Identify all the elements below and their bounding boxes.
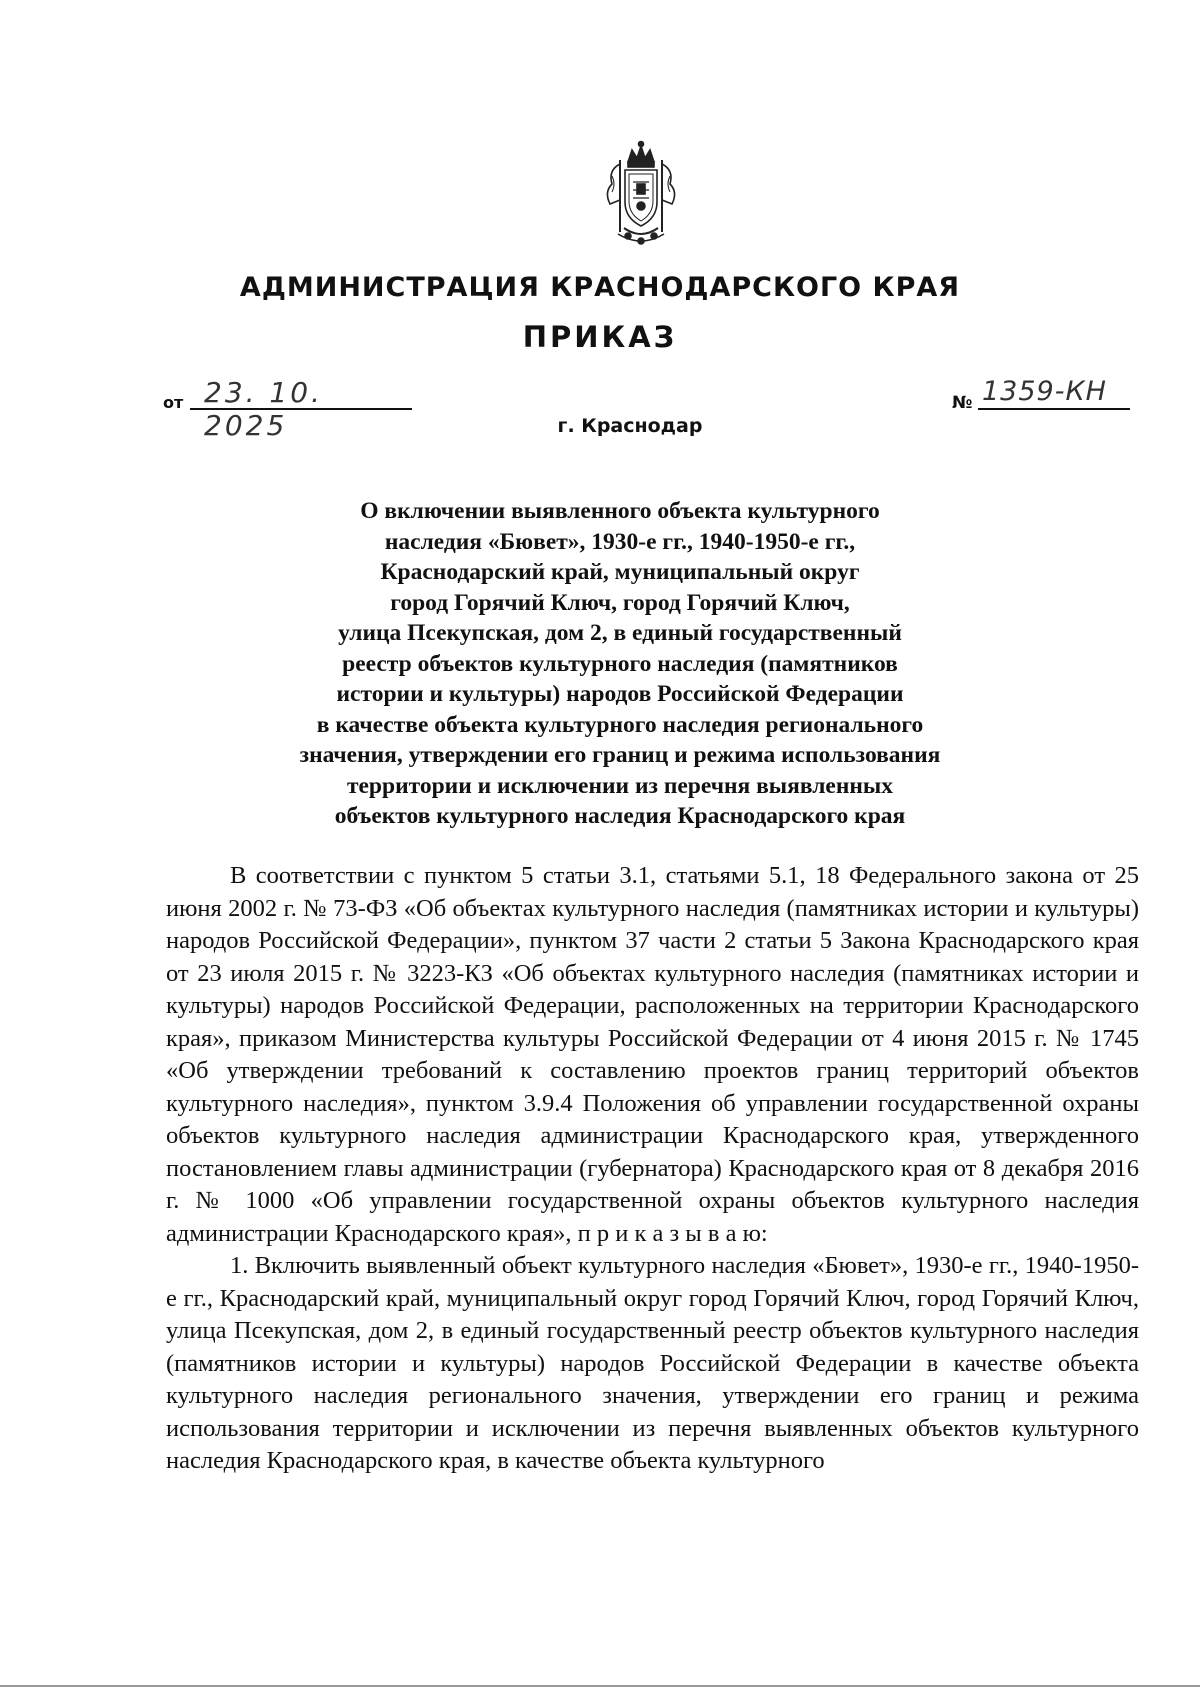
number-value: 1359-КН xyxy=(978,376,1130,410)
subject-line: О включении выявленного объекта культурного xyxy=(360,498,880,524)
number-label: № xyxy=(952,393,973,413)
city: г. Краснодар xyxy=(557,415,703,437)
subject-line: Краснодарский край, муниципальный округ xyxy=(380,559,860,585)
organization-title: АДМИНИСТРАЦИЯ КРАСНОДАРСКОГО КРАЯ xyxy=(239,272,961,303)
preamble-paragraph: В соответствии с пунктом 5 статьи 3.1, статьями 5.1, 18 Федерального закона от 25 июня 2002 г. № 73-ФЗ «Об объектах культурного наследия (памятниках истории и культуры) народов Российской Федерации», пунктом 37 части 2 статьи 5 Закона Краснодарского края от 23 июля 2015 г. № 3223-КЗ «Об объектах культурного наследия (памятниках истории и культуры) народов Российской Федерации, расположенных на территории Краснодарского края», приказом Министерства культуры Российской Федерации от 4 июня 2015 г. № 1745 «Об утверждении требований к составлению проектов границ территорий объектов культурного наследия», пунктом 3.9.4 Положения об управлении государственной охраны объектов культурного наследия администрации Краснодарского края, утвержденного постановлением главы администрации (губернатора) Краснодарского края от 8 декабря 2016 г. № 1000 «Об управлении государственной охраны объектов культурного наследия администрации Краснодарского края», п р и к а з ы в а ю: xyxy=(166,862,1139,1247)
order-subject xyxy=(200,496,1040,832)
subject-line: улица Псекупская, дом 2, в единый государственный xyxy=(338,620,902,646)
date-value: 23. 10. 2025 xyxy=(190,376,412,410)
subject-line: город Горячий Ключ, город Горячий Ключ, xyxy=(390,589,850,616)
subject-line: объектов культурного наследия Краснодарского края xyxy=(334,803,906,829)
coat-of-arms-icon xyxy=(598,140,684,250)
page-bottom-edge xyxy=(0,1685,1200,1687)
subject-line: реестр объектов культурного наследия (памятников xyxy=(342,650,898,677)
order-item-1: 1. Включить выявленный объект культурного наследия «Бювет», 1930-е гг., 1940-1950-е гг., Краснодарский край, муниципальный округ город Горячий Ключ, город Горячий Ключ, улица Псекупская, дом 2, в единый государственный реестр объектов культурного наследия (памятников истории и культуры) народов Российской Федерации в качестве объекта культурного наследия регионального значения, утверждении его границ и режима использования территории и исключении из перечня выявленных объектов культурного наследия Краснодарского края, в качестве объекта культурного xyxy=(166,1252,1139,1474)
subject-line: в качестве объекта культурного наследия регионального xyxy=(316,711,924,738)
subject-line: истории и культуры) народов Российской Федерации xyxy=(336,681,904,707)
subject-line: значения, утверждении его границ и режима использования xyxy=(299,742,941,768)
document-type: ПРИКАЗ xyxy=(522,320,678,354)
subject-line: наследия «Бювет», 1930-е гг., 1940-1950-е гг., xyxy=(384,528,856,555)
subject-line: территории и исключении из перечня выявленных xyxy=(346,772,894,799)
order-body xyxy=(166,860,1139,1478)
date-label: от xyxy=(163,393,184,412)
